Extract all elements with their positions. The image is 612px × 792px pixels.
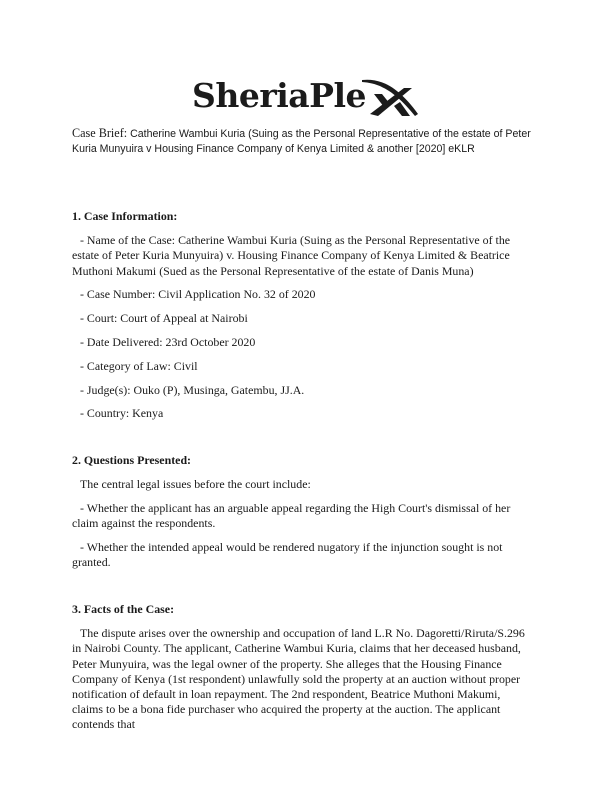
date-delivered-item: - Date Delivered: 23rd October 2020 bbox=[80, 335, 256, 349]
section-case-information bbox=[72, 209, 534, 422]
case-brief-citation: Catherine Wambui Kuria (Suing as the Personal Representative of the estate of Peter Kuria Munyuira v Housing Finance Company of Kenya Limited & another [2020] eKLR bbox=[72, 128, 531, 155]
judges-item: - Judge(s): Ouko (P), Musinga, Gatembu, JJ.A. bbox=[80, 382, 305, 397]
logo-wordmark: SheriaPle bbox=[192, 76, 366, 115]
case-brief-label: Case Brief: bbox=[72, 126, 128, 140]
section-heading: 2. Questions Presented: bbox=[72, 452, 192, 467]
country-item: - Country: Kenya bbox=[80, 406, 164, 421]
section-questions-presented bbox=[72, 453, 534, 570]
sheriaplex-logo bbox=[190, 74, 422, 122]
category-of-law-item: - Category of Law: Civil bbox=[80, 358, 198, 373]
case-number-item: - Case Number: Civil Application No. 32 of 2020 bbox=[80, 287, 316, 302]
question-item: - Whether the intended appeal would be rendered nugatory if the injunction sought is not granted. bbox=[72, 539, 503, 569]
case-name-item: - Name of the Case: Catherine Wambui Kuria (Suing as the Personal Representative of the estate of Peter Kuria Munyuira) v. Housing Finance Company of Kenya Limited & Beatrice Muthoni Makumi (Sued as the Personal Representative of the estate of Danis Muna) bbox=[72, 233, 511, 278]
section-heading: 1. Case Information: bbox=[72, 209, 178, 223]
question-item: - Whether the applicant has an arguable appeal regarding the High Court's dismissal of her claim against the respondents. bbox=[72, 500, 511, 530]
section-facts-of-the-case bbox=[72, 602, 534, 733]
section-heading: 3. Facts of the Case: bbox=[72, 602, 175, 616]
case-brief-title bbox=[72, 126, 542, 156]
court-item: - Court: Court of Appeal at Nairobi bbox=[80, 311, 248, 326]
questions-intro: The central legal issues before the court include: bbox=[80, 476, 311, 491]
brief-content bbox=[72, 209, 534, 764]
facts-paragraph: The dispute arises over the ownership and occupation of land L.R No. Dagoretti/Riruta/S.296 in Nairobi County. The applicant, Catherine Wambui Kuria, claims that her deceased husband, Peter Munyuira, was the legal owner of the property. She alleges that the Housing Finance Company of Kenya (1st respondent) unlawfully sold the property at an auction without proper notification of default in loan repayment. The 2nd respondent, Beatrice Muthoni Makumi, claims to be a bona fide purchaser who acquired the property at the auction. The applicant contends that bbox=[72, 626, 525, 732]
logo-x-swoosh-icon bbox=[360, 74, 422, 122]
